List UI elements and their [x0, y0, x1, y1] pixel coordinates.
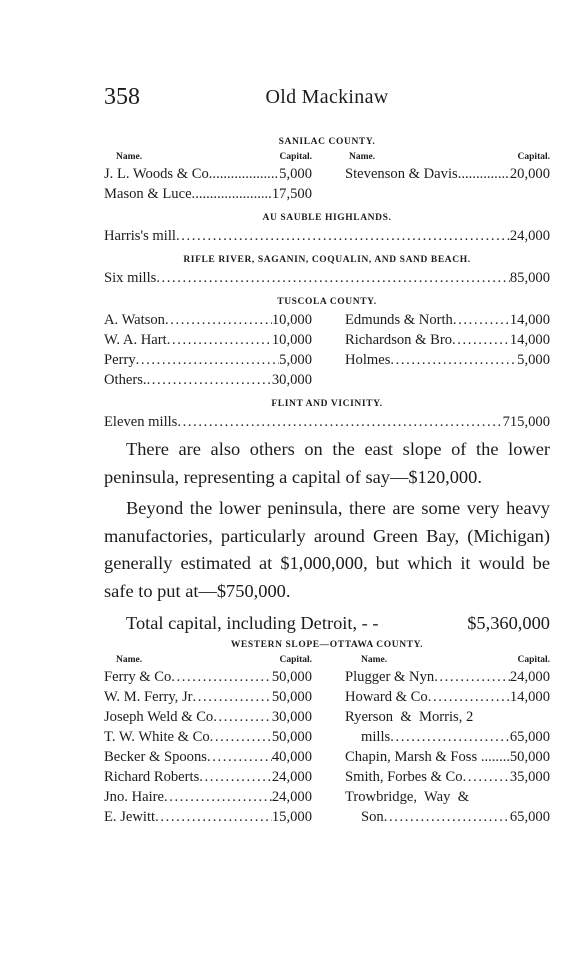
section-title-au-sauble: AU SAUBLE HIGHLANDS. [262, 213, 392, 223]
table-row [345, 667, 550, 687]
entry-name: Plugger & Nyn [345, 669, 435, 685]
leader-dots [210, 727, 272, 747]
entry-value: 14,000 [509, 689, 550, 705]
leader-dots [213, 707, 272, 727]
name-header: Name. [116, 152, 143, 162]
entry-name: Howard & Co [345, 689, 428, 705]
entry-value: 50,000 [271, 689, 312, 705]
western-right-column [345, 653, 550, 827]
page-header [104, 84, 550, 114]
name-header: Name. [349, 152, 376, 162]
table-row [104, 310, 312, 330]
entry-value: 30,000 [271, 709, 312, 725]
entry-name: Richard Roberts [104, 769, 200, 785]
leader-dots [165, 310, 272, 330]
entry-name: W. A. Hart [104, 332, 167, 348]
entry-value: 24,000 [271, 789, 312, 805]
leader-dots [199, 767, 272, 787]
table-row [104, 667, 312, 687]
table-row [104, 412, 550, 432]
leader-dots [176, 226, 510, 246]
table-row [345, 747, 550, 767]
entry-value: 65,000 [509, 809, 550, 825]
table-row [345, 350, 550, 370]
table-row [345, 310, 550, 330]
entry-name: Ryerson & Morris, 2 [345, 709, 474, 725]
table-row [104, 330, 312, 350]
entry-name: E. Jewitt [104, 809, 156, 825]
entry-name: Mason & Luce....... [104, 186, 218, 202]
section-title-western-slope: WESTERN SLOPE—OTTAWA COUNTY. [230, 640, 424, 650]
table-row [345, 330, 550, 350]
entry-value: 10,000 [271, 332, 312, 348]
entry-value: 14,000 [509, 332, 550, 348]
entry-value: 50,000 [509, 749, 550, 765]
leader-dots [156, 268, 510, 288]
sanilac-table [104, 150, 550, 204]
entry-name: Trowbridge, Way & [345, 789, 470, 805]
leader-dots [390, 350, 517, 370]
table-row [104, 350, 312, 370]
table-row [104, 807, 312, 827]
entry-value: 5,000 [517, 352, 550, 368]
entry-value: 14,000 [509, 312, 550, 328]
entry-name: J. L. Woods & Co..... [104, 166, 228, 182]
leader-dots [147, 370, 272, 390]
entry-value: 24,000 [509, 228, 550, 244]
table-row [104, 727, 312, 747]
entry-value: 35,000 [509, 769, 550, 785]
entry-name: mills [361, 729, 391, 745]
leader-dots [164, 787, 272, 807]
page-content [104, 134, 550, 827]
entry-value: 30,000 [271, 372, 312, 388]
leader-dots [434, 667, 510, 687]
entry-value: 85,000 [509, 270, 550, 286]
table-row [104, 767, 312, 787]
table-row [104, 164, 312, 184]
leader-dots [390, 727, 510, 747]
entry-name: Others. [104, 372, 147, 388]
sanilac-left-column [104, 150, 312, 204]
tuscola-right-column [345, 310, 550, 390]
entry-value: 40,000 [271, 749, 312, 765]
entry-name: Smith, Forbes & Co [345, 769, 463, 785]
total-label: Total capital, including Detroit, - - [126, 613, 379, 633]
entry-value: 15,000 [271, 809, 312, 825]
column-header [345, 150, 550, 164]
entry-value: 5,000 [279, 352, 312, 368]
capital-header: Capital. [279, 655, 312, 665]
leader-dots [452, 330, 510, 350]
entry-name: Stevenson & Davis... [345, 166, 469, 182]
table-row [345, 807, 550, 827]
entry-name: Six mills [104, 270, 157, 286]
leader-dots [177, 412, 502, 432]
entry-value: 50,000 [271, 729, 312, 745]
entry-value: 65,000 [509, 729, 550, 745]
leader-dots [171, 667, 272, 687]
tuscola-table [104, 310, 550, 390]
entry-name: Ferry & Co [104, 669, 172, 685]
capital-header: Capital. [517, 152, 550, 162]
sanilac-right-column [345, 150, 550, 204]
table-row [104, 747, 312, 767]
entry-name: T. W. White & Co [104, 729, 210, 745]
table-row [345, 164, 550, 184]
entry-value: 24,000 [271, 769, 312, 785]
leader-dots [207, 747, 272, 767]
entry-name: Chapin, Marsh & Foss [345, 749, 481, 765]
name-header: Name. [361, 655, 388, 665]
column-header [104, 150, 312, 164]
entry-name: Holmes [345, 352, 391, 368]
table-row [104, 370, 312, 390]
table-row [104, 184, 312, 204]
total-capital-line [104, 609, 550, 637]
section-title-tuscola: TUSCOLA COUNTY. [277, 297, 377, 307]
table-row [345, 687, 550, 707]
page-number: 358 [104, 84, 140, 110]
total-value: $5,360,000 [467, 613, 550, 633]
entry-name: Harris's mill [104, 228, 176, 244]
column-header [345, 653, 550, 667]
entry-name: W. M. Ferry, Jr [104, 689, 193, 705]
entry-value: 10,000 [271, 312, 312, 328]
table-row [104, 226, 550, 246]
leader-dots [193, 687, 272, 707]
table-row [345, 707, 550, 727]
tuscola-left-column [104, 310, 312, 390]
western-table [104, 653, 550, 827]
entry-name: Son [361, 809, 384, 825]
entry-name: Eleven mills [104, 414, 178, 430]
name-header: Name. [116, 655, 143, 665]
body-paragraph: Beyond the lower peninsula, there are some very heavy manufactories, particularly around Green Bay, (Michigan) generally estimated at $1,000,000, but which it would be safe to put at—$750,000. [104, 498, 550, 601]
leader-dots [167, 330, 272, 350]
leader-dots [453, 310, 510, 330]
entry-value: 50,000 [271, 669, 312, 685]
section-title-rifle-river: RIFLE RIVER, SAGANIN, COQUALIN, AND SAND BEACH. [183, 255, 471, 265]
entry-name: Joseph Weld & Co [104, 709, 214, 725]
entry-name: Becker & Spoons [104, 749, 207, 765]
table-row [104, 707, 312, 727]
table-row [104, 687, 312, 707]
entry-value: 5,000 [279, 166, 312, 182]
capital-header: Capital. [517, 655, 550, 665]
entry-name: Jno. Haire [104, 789, 164, 805]
capital-header: Capital. [279, 152, 312, 162]
table-row [345, 767, 550, 787]
section-title-flint: FLINT AND VICINITY. [271, 399, 383, 409]
leader-dots [136, 350, 280, 370]
entry-name: Edmunds & North [345, 312, 453, 328]
table-row [345, 787, 550, 807]
table-row [104, 268, 550, 288]
entry-name: Richardson & Bro [345, 332, 453, 348]
leader-dots [384, 807, 510, 827]
leader-dots [463, 767, 510, 787]
running-title: Old Mackinaw [265, 86, 389, 108]
body-paragraph: There are also others on the east slope of the lower peninsula, representing a capital of say—$120,000. [104, 439, 550, 487]
table-row [104, 787, 312, 807]
entry-name: Perry [104, 352, 136, 368]
table-row [345, 727, 550, 747]
entry-value: 715,000 [502, 414, 550, 430]
leader-dots [155, 807, 272, 827]
column-header [104, 653, 312, 667]
entry-value: 20,000 [509, 166, 550, 182]
entry-value: 17,500 [271, 186, 312, 202]
leader-dots [428, 687, 510, 707]
western-left-column [104, 653, 312, 827]
entry-name: A. Watson [104, 312, 165, 328]
section-title-sanilac: SANILAC COUNTY. [278, 137, 376, 147]
entry-value: 24,000 [509, 669, 550, 685]
